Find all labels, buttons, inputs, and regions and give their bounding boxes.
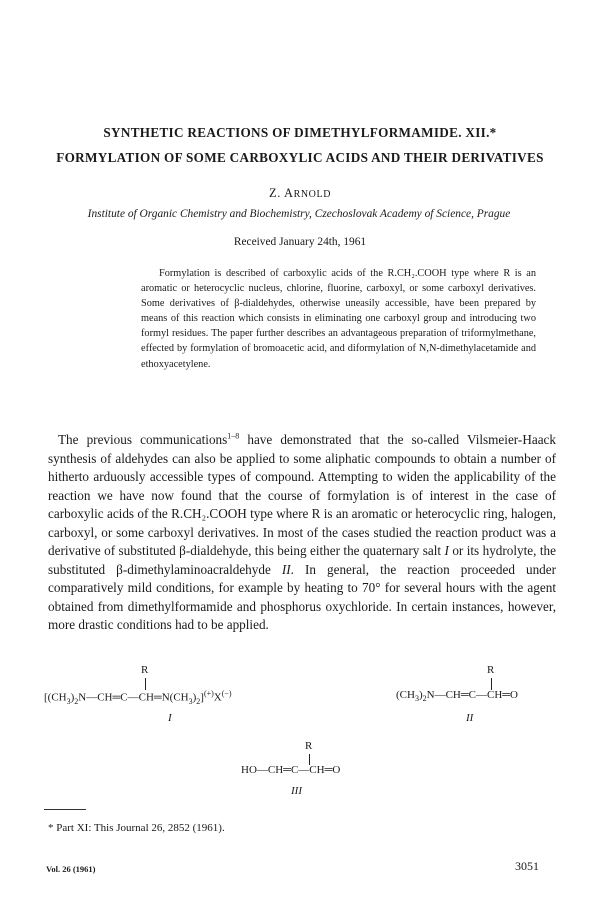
received-date: Received January 24th, 1961 (233, 236, 367, 248)
formula-II-label: II (466, 712, 474, 724)
paper-title-line2: FORMYLATION OF SOME CARBOXYLIC ACIDS AND THEIR DERIVATIVES (56, 150, 544, 165)
reference-superscript: 1–8 (227, 431, 240, 441)
formula-I: $[(CH_3)_2N—CH═C—CH═N(CH_3)_2]^{(+)}X^{(-)}$ (44, 689, 232, 706)
body-text-1: The previous communications (58, 432, 228, 447)
body-text-3: or its hydrolyte, the substituted β-dimethylaminoacraldehyde (48, 543, 556, 577)
body-text-2: have demonstrated that the so-called Vilsmeier-Haack synthesis of aldehydes can also be applied to some aliphatic compounds to obtain a number of hitherto arduously accessible types of compound. Attempting to widen the applicability of the reaction we have now found that the course of formylation is of interest in the case of carboxylic acids of the R.CH₂.COOH type where R is an aromatic or heterocyclic ring, halogen, carboxyl, or some carboxyl derivatives. In most of the cases studied the reaction product was a derivative of substituted β-dialdehyde, this being either the quaternary salt (48, 432, 556, 558)
formula-II: $(CH_3)_2N—CH═C—CH═O$ (396, 689, 518, 704)
footnote: * Part XI: This Journal 26, 2852 (1961). (48, 822, 225, 834)
formula-III-substituent: R (305, 740, 313, 752)
affiliation: Institute of Organic Chemistry and Biochemistry, Czechoslovak Academy of Science, Prague (87, 208, 511, 220)
journal-volume: Vol. 26 (1961) (46, 864, 96, 874)
formula-II-substituent: R (487, 664, 495, 676)
compound-ref-II: II (281, 561, 291, 577)
body-text-4: . In general, the reaction proceeded under comparatively mild conditions, for example by heating to 70° for several hours with the agent obtained from dimethylformamide and phosphorus oxychloride. In certain instances, however, more drastic conditions had to be applied. (48, 561, 556, 632)
formula-III-label: III (291, 785, 302, 797)
formula-I-label: I (168, 712, 172, 724)
body-paragraph (48, 431, 556, 635)
formula-I-substituent: R (141, 664, 149, 676)
formula-III: HO—CH═C—CH═O (241, 764, 341, 776)
abstract: Formylation is described of carboxylic acids of the R.CH₂.COOH type where R is an aromatic or heterocyclic nucleus, chlorine, fluorine, carboxyl, or some carboxyl derivatives. Some derivatives of β-dialdehydes, otherwise uneasily accessible, have been prepared by means of this reaction which consists in eliminating one carboxyl group and introducing two formyl residues. The paper further describes an advantageous preparation of triformylmethane, effected by formylation of bromoacetic acid, and diformylation of N,N-dimethylacetamide and ethoxyacetylene. (141, 268, 536, 370)
author-initial: Z. A (268, 186, 294, 200)
author-surname: RNOLD (293, 189, 332, 200)
paper-title-line1: SYNTHETIC REACTIONS OF DIMETHYLFORMAMIDE. XII.* (103, 125, 497, 140)
footnote-rule (44, 809, 86, 810)
page-number: 3051 (515, 859, 539, 873)
author-name (0, 186, 600, 201)
compound-ref-I: I (444, 543, 449, 558)
